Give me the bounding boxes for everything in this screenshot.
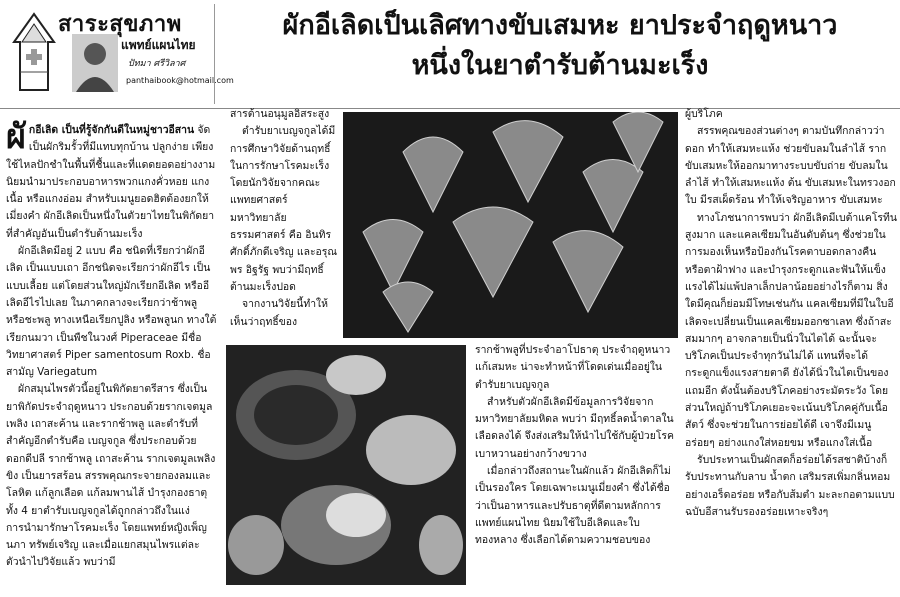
lead-sentence: กอีเลิด เป็นที่รู้จักกันดีในหมู่ชาวอีสาน — [28, 124, 195, 136]
paragraph: ตำรับยาเบญจกูลได้มีการศึกษาวิจัยด้านฤทธิ์ในการรักษาโรคมะเร็ง โดยนักวิจัยจากคณะแพทยศาสตร์ มหาวิทยาลัยธรรมศาสตร์ คือ อินทิร ศักดิ์ภักดีเจริญ และอรุณพร อิฐรัฐ พบว่ามีฤทธิ์ต้านมะเร็งปอด — [230, 125, 338, 293]
masthead — [6, 4, 234, 104]
headline-line-2: หนึ่งในยาตำรับต้านมะเร็ง — [411, 50, 709, 81]
paragraph: รากช้าพลูที่ประจำอาโปธาตุ ประจำฤดูหนาว แก้เสมหะ น่าจะทำหน้าที่โดดเด่นเมื่ออยู่ในตำรับยาเบญจกูล — [475, 344, 671, 391]
paragraph: จากงานวิจัยนี้ทำให้เห็นว่าฤทธิ์ของ — [230, 298, 328, 328]
drop-cap: ผั — [6, 117, 26, 157]
author-email: panthaibook@hotmail.com — [126, 76, 234, 85]
paragraph: ทางโภชนาการพบว่า ผักอีเลิดมีเบต้าแคโรทีนสูงมาก และแคลเซียมในอันดับต้นๆ ซึ่งช่วยในการมองเห็นหรือป้องกันโรคตาบอดกลางคืน หรือตาฝ้าฟาง และบำรุงกระดูกและฟันให้แข็งแรงได้ไม่แพ้ปลาเล็กปลาน้อยอย่างไรก็ตาม สิ่งใดมีคุณก็ย่อมมีโทษเช่นกัน แคลเซียมที่มีในใบอีเลิดจะเปลี่ยนเป็นแคลเซียมออกซาเลท ซึ่งถ้าสะสมมากๆ อาจกลายเป็นนิ่วในไตได้ ฉะนั้นจะบริโภคเป็นประจำทุกวันไม่ได้ แทนที่จะได้กระดูกแข็งแรงสายตาดี ยังได้นิ่วในไตเป็นของแถมอีก ดังนั้นต้องบริโภคอย่างระมัดระวัง โดยส่วนใหญ่ถ้าบริโภคเยอะจะเน้นบริโภคคู่กับเนื้อสัตว์ ซึ่งจะช่วยในการย่อยได้ดี เจาจึงมีเมนูอร่อยๆ อย่างแกงใส่หอยขม หรือแกงใส่เนื้อ — [685, 211, 897, 449]
paragraph: รับประทานเป็นผักสดก็อร่อยได้รสชาติบ้างก็รับประทานกับลาบ น้ำตก เสริมรสเพิ่มกลิ่นหอมอย่างเอร็ดอร่อย หรือกับส้มตำ มะละกอตามแบบฉบับอีสานรับรองอร่อยเหาะจริงๆ — [685, 453, 895, 518]
column-subtitle: แพทย์แผนไทย — [121, 38, 196, 52]
column-title: สาระสุขภาพ — [58, 11, 182, 37]
author-portrait — [72, 34, 118, 92]
photo-piper-leaves — [343, 112, 678, 338]
paragraph: ผู้บริโภค — [685, 108, 723, 120]
paragraph: จัดเป็นผักริมรั้วที่มีแทบทุกบ้าน ปลูกง่าย เพียงใช้ไหลปักชำในพื้นที่ชื้นและที่แดดยอดอย่างงาม นิยมนำมาประกอบอาหารพวกแกงคั่วหอย แกงเนื้อ หรือแกงอ่อม สำหรับเมนูยอดฮิตต้องยกให้เมี่ยงคำ ผักอีเลิดเป็นหนึ่งในตัวยาไทยในพิกัดยาที่สำคัญอันเป็นตำรับต้านมะเร็ง — [6, 124, 216, 240]
text-column-3 — [475, 342, 677, 550]
paragraph: สารต้านอนุมูลอิสระสูง — [230, 108, 330, 120]
headline — [220, 6, 900, 86]
paragraph: สำหรับตัวผักอีเลิดมีข้อมูลการวิจัยจากมหาวิทยาลัยมหิดล พบว่า มีฤทธิ์ลดน้ำตาลในเลือดลงได้ จึงส่งเสริมให้นำไปใช้กับผู้ป่วยโรคเบาหวานอย่างกว้างขวาง — [475, 395, 674, 460]
author-name: ปัทมา ศรีวิลาศ — [128, 59, 186, 69]
paragraph: สรรพคุณของส่วนต่างๆ ตามบันทึกกล่าวว่า ดอก ทำให้เสมหะแห้ง ช่วยขับลมในลำไส้ ราก ขับเสมหะให้ออกมาทางระบบขับถ่าย ขับลมในลำไส้ ทำให้เสมหะแห้ง ต้น ขับเสมหะในทรวงอก ใบ มีรสเผ็ดร้อน ทำให้เจริญอาหาร ขับเสมหะ — [685, 125, 896, 207]
headline-line-1: ผักอีเลิดเป็นเลิศทางขับเสมหะ ยาประจำฤดูหนาว — [282, 10, 838, 41]
paragraph: เมื่อกล่าวถึงสถานะในผักแล้ว ผักอีเลิดก็ไม่เป็นรองใคร โดยเฉพาะเมนูเมี่ยงคำ ซึ่งได้ชื่อว่าเป็นอาหารและปรับธาตุที่ดีตามหลักการแพทย์แผนไทย นิยมใช้ใบอีเลิดและใบทองหลาง ซึ่งเลือกได้ตามความชอบของ — [475, 465, 671, 547]
temple-roof-logo — [10, 12, 58, 94]
text-column-4 — [685, 106, 897, 521]
text-column-2 — [230, 106, 342, 331]
text-column-1 — [6, 117, 218, 572]
photo-miang-kham-dish — [226, 345, 466, 585]
paragraph: ผักสมุนไพรตัวนี้อยู่ในพิกัดยาตรีสาร ซึ่งเป็นยาพิกัดประจำฤดูหนาว ประกอบด้วยรากเจตมูลเพลิง เถาสะค้าน และรากช้าพลู และตำรับที่สำคัญอีกตำรับคือ เบญจกูล ซึ่งประกอบด้วย ดอกดีปลี รากช้าพลู เถาสะค้าน รากเจตมูลเพลิง ขิง เป็นยารสร้อน สรรพคุณกระจายกองลมและโลหิต แก้ลูกเลือด แก้ลมพานไส้ บำรุงกองธาตุทั้ง 4 ยาตำรับเบญจกูลได้ถูกกล่าวถึงในแง่การนำมารักษาโรคมะเร็ง โดยแพทย์หญิงเพ็ญนภา ทรัพย์เจริญ และเมื่อแยกสมุนไพรแต่ละตัวนำไปวิจัยแล้ว พบว่ามี — [6, 383, 216, 569]
paragraph: ผักอีเลิดมีอยู่ 2 แบบ คือ ชนิดที่เรียกว่าผักอีเลิด เป็นแบบเถา อีกชนิดจะเรียกว่าผักอีไร เป็นแบบเลื้อย แต่โดยส่วนใหญ่มักเรียกอีเลิด หรืออีเลิดอีไรไปเลย ในภาคกลางจะเรียกว่าช้าพลู หรือชะพลู ทางเหนือเรียกปูลิง หรือพลูนก ทางใต้เรียกนมวา เป็นพืชในวงศ์ Piperaceae มีชื่อวิทยาศาสตร์ Piper samentosum Roxb. ชื่อสามัญ Variegatum — [6, 245, 217, 379]
